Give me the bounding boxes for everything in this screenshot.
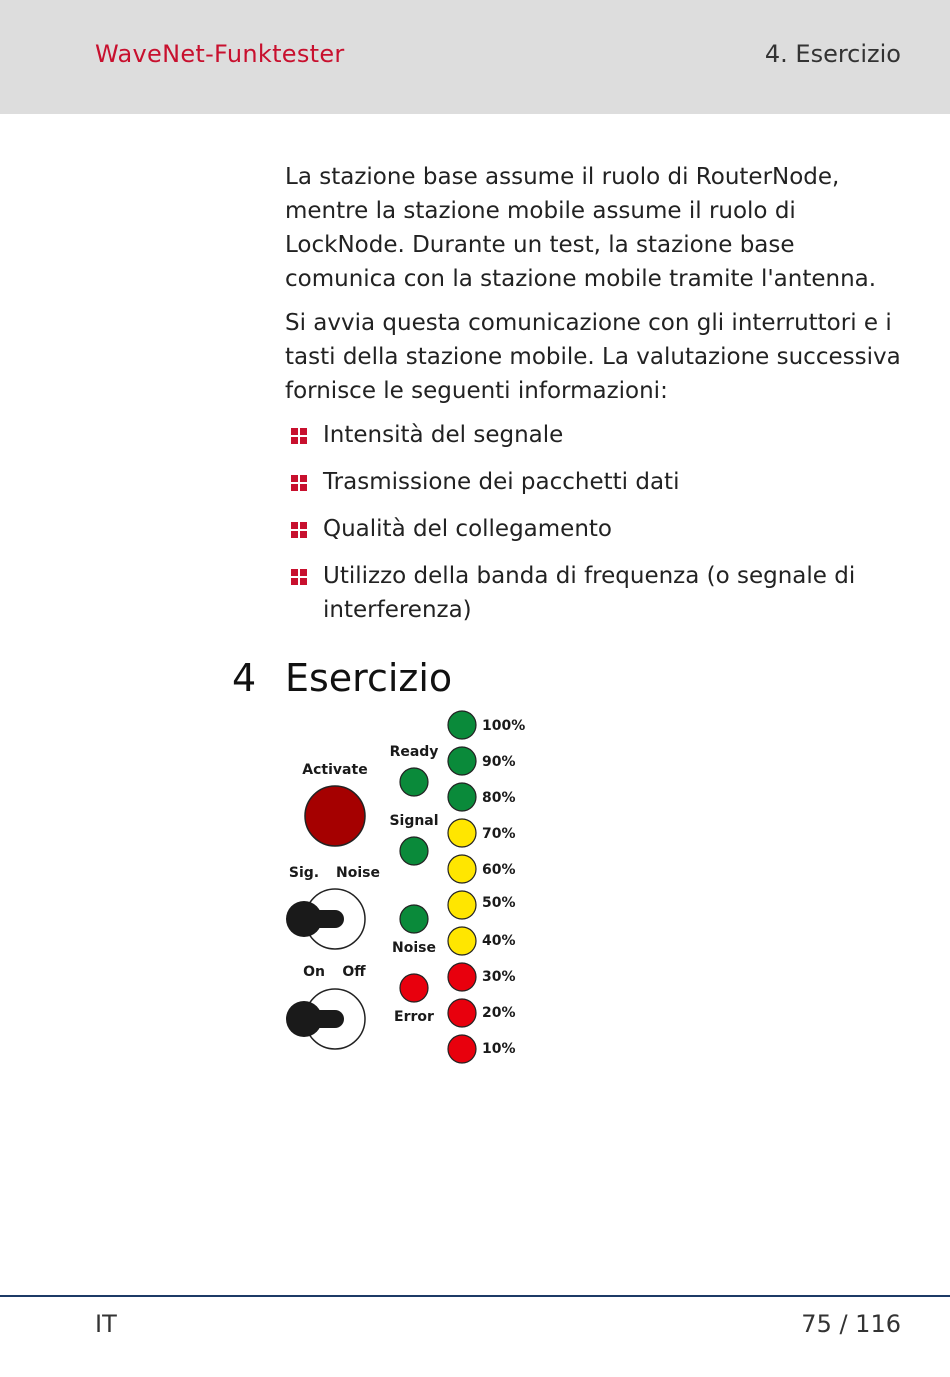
list-item <box>285 418 905 452</box>
level-led-circle <box>448 927 476 955</box>
error-led <box>400 974 428 1002</box>
error-label: Error <box>394 1009 434 1025</box>
list-item-text: Utilizzo della banda di frequenza (o segnale di interferenza) <box>323 563 856 623</box>
level-label: 90% <box>482 754 516 770</box>
body-text <box>285 160 905 640</box>
switch-on-label: On <box>303 964 325 980</box>
level-led-circle <box>448 963 476 991</box>
activate-label: Activate <box>302 762 368 778</box>
level-led-circle <box>448 711 476 739</box>
level-led-40 <box>448 927 516 955</box>
level-label: 70% <box>482 826 516 842</box>
paragraph: Si avvia questa comunicazione con gli interruttori e i tasti della stazione mobile. La valutazione successiva fornisce le seguenti informazioni: <box>285 310 901 404</box>
square-bullet-icon <box>291 475 307 491</box>
level-led-circle <box>448 783 476 811</box>
level-led-circle <box>448 819 476 847</box>
square-bullet-icon <box>291 569 307 585</box>
level-label: 20% <box>482 1005 516 1021</box>
signal-label: Signal <box>389 813 439 829</box>
level-led-80 <box>448 783 516 811</box>
square-bullet-icon <box>291 522 307 538</box>
level-led-circle <box>448 999 476 1027</box>
list-item-text: Qualità del collegamento <box>323 516 612 542</box>
level-label: 30% <box>482 969 516 985</box>
switch-off-label: Off <box>342 964 366 980</box>
section-number: 4 <box>232 656 257 700</box>
ready-label: Ready <box>389 744 439 760</box>
list-item-text: Intensità del segnale <box>323 422 564 448</box>
level-label: 50% <box>482 895 516 911</box>
level-label: 80% <box>482 790 516 806</box>
list-item <box>285 465 905 499</box>
section-title: Esercizio <box>285 656 453 700</box>
page-number: 75 / 116 <box>801 1310 901 1338</box>
page-header <box>0 0 950 114</box>
product-name: WaveNet-Funktester <box>95 40 345 68</box>
noise-label: Noise <box>392 940 436 956</box>
level-led-90 <box>448 747 516 775</box>
noise-led <box>400 905 428 933</box>
level-label: 10% <box>482 1041 516 1057</box>
square-bullet-icon <box>291 428 307 444</box>
chapter-title: 4. Esercizio <box>764 40 901 68</box>
level-led-60 <box>448 855 516 883</box>
signal-led <box>400 837 428 865</box>
section-heading <box>232 652 452 704</box>
footer-language: IT <box>95 1310 117 1338</box>
level-led-10 <box>448 1035 516 1063</box>
level-led-30 <box>448 963 516 991</box>
switch-noise-label: Noise <box>336 865 380 881</box>
level-led-circle <box>448 747 476 775</box>
level-led-100 <box>448 711 525 739</box>
level-led-circle <box>448 891 476 919</box>
level-led-circle <box>448 855 476 883</box>
level-led-70 <box>448 819 516 847</box>
list-item-text: Trasmissione dei pacchetti dati <box>323 469 680 495</box>
activate-button[interactable] <box>305 786 365 846</box>
level-led-50 <box>448 891 516 919</box>
tester-panel-illustration <box>280 705 540 1075</box>
level-led-circle <box>448 1035 476 1063</box>
level-led-20 <box>448 999 516 1027</box>
switch-sig-label: Sig. <box>288 865 320 881</box>
footer-divider <box>0 1295 950 1297</box>
level-label: 100% <box>482 718 526 734</box>
paragraph: La stazione base assume il ruolo di RouterNode, mentre la stazione mobile assume il ruolo di LockNode. Durante un test, la stazione base comunica con la stazione mobile tramite l'antenna. <box>285 164 877 292</box>
tester-panel-figure <box>280 705 540 1075</box>
list-item <box>285 559 905 627</box>
ready-led <box>400 768 428 796</box>
level-label: 40% <box>482 933 516 949</box>
level-label: 60% <box>482 862 516 878</box>
info-list <box>285 418 905 627</box>
list-item <box>285 512 905 546</box>
